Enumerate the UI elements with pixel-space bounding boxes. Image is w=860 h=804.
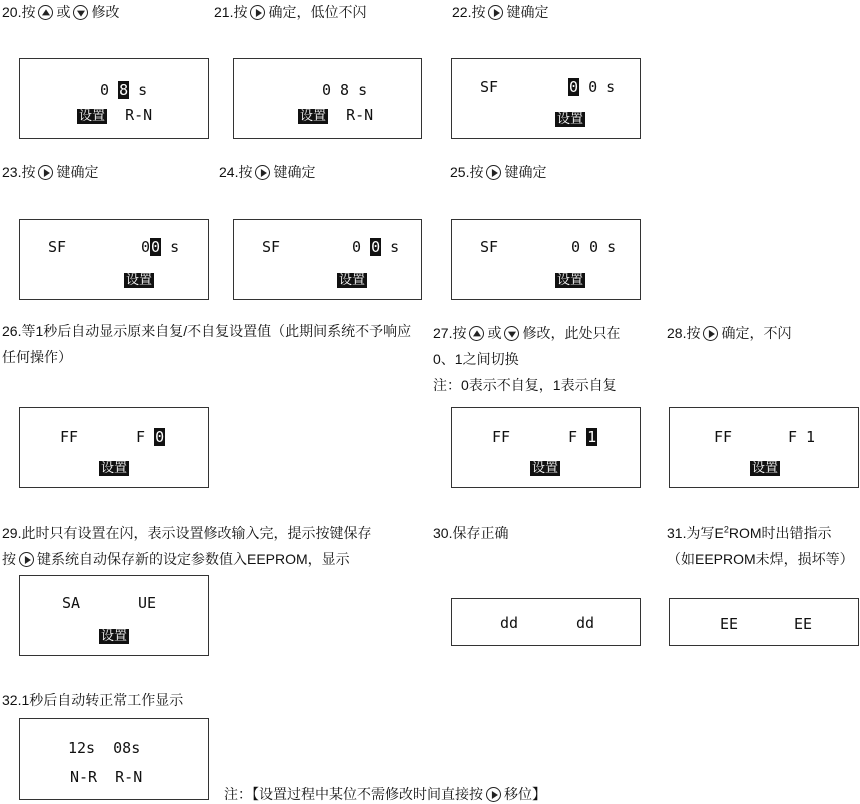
lcd-label: SF — [262, 238, 281, 256]
lcd-line-1 — [136, 428, 165, 446]
lcd-line-2 — [555, 270, 585, 290]
lcd-text: 08s — [113, 739, 141, 757]
step-number: 23. — [2, 164, 22, 180]
down-arrow-key-icon — [504, 326, 519, 341]
lcd-display-29 — [19, 575, 209, 656]
step-32-caption — [2, 690, 183, 710]
lcd-text: EE — [794, 615, 813, 633]
step-text: 保存正确 — [452, 525, 509, 541]
lcd-text: EE — [720, 615, 739, 633]
lcd-line-2 — [298, 106, 373, 126]
lcd-display-32 — [19, 718, 209, 800]
right-arrow-key-icon — [38, 165, 53, 180]
step-number: 21. — [214, 4, 234, 20]
lcd-digit: 0 — [352, 238, 362, 256]
lcd-display-31 — [669, 598, 859, 646]
step-28-caption — [667, 320, 791, 346]
lcd-text: F — [568, 428, 578, 446]
lcd-line-1 — [100, 81, 147, 99]
lcd-unit: s — [138, 81, 148, 99]
lcd-display-30 — [451, 598, 641, 646]
step-text: 此时只有设置在闪，表示设置修改输入完，提示按键保存 — [21, 525, 372, 541]
up-arrow-key-icon — [38, 5, 53, 20]
step-text: ROM时出错指示 — [728, 525, 832, 541]
step-text: 按 — [686, 325, 701, 341]
step-text: 键系统自动保存新的设定参数值入EEPROM，显示 — [37, 551, 350, 567]
step-text: 按 — [471, 4, 486, 20]
step-number: 25. — [450, 164, 470, 180]
step-27-line-1 — [433, 320, 620, 346]
right-arrow-key-icon — [19, 552, 34, 567]
step-text: 等1秒后自动显示原来自复/不自复设置值（此期间系统不予响应任何操作） — [2, 323, 412, 365]
step-26-caption — [2, 318, 420, 370]
step-31-line-2: （如EEPROM未焊，损坏等） — [667, 551, 854, 567]
lcd-line-2 — [124, 270, 154, 290]
lcd-digits: 0 8 — [322, 81, 350, 99]
lcd-line-1 — [571, 238, 616, 256]
down-arrow-key-icon — [73, 5, 88, 20]
settings-tag: 设置 — [101, 629, 128, 644]
step-21-caption — [214, 2, 366, 22]
step-22-caption — [452, 2, 548, 22]
lcd-label: FF — [60, 428, 79, 446]
lcd-unit: s — [607, 238, 617, 256]
settings-tag: 设置 — [79, 109, 106, 124]
right-arrow-key-icon — [486, 165, 501, 180]
settings-tag: 设置 — [557, 273, 584, 288]
step-23-caption — [2, 162, 98, 182]
step-text: 按 — [21, 4, 36, 20]
right-arrow-key-icon — [488, 5, 503, 20]
lcd-text: dd — [576, 614, 595, 632]
step-number: 28. — [667, 325, 687, 341]
step-25-caption — [450, 162, 546, 182]
step-text: 按 — [469, 164, 484, 180]
lcd-unit: s — [358, 81, 368, 99]
settings-tag: 设置 — [101, 461, 128, 476]
settings-tag: 设置 — [126, 273, 153, 288]
step-text: 为写E — [686, 525, 724, 541]
lcd-digit: 0 — [100, 81, 110, 99]
lcd-line-2 — [99, 626, 129, 646]
right-arrow-key-icon — [703, 326, 718, 341]
lcd-display-21 — [233, 58, 422, 139]
lcd-display-26 — [19, 407, 209, 488]
lcd-label: SA — [62, 594, 81, 612]
lcd-text: F — [136, 428, 146, 446]
step-29-line-1 — [2, 520, 371, 546]
lcd-display-25 — [451, 219, 641, 300]
lcd-text: N-R — [70, 768, 98, 786]
lcd-display-24 — [233, 219, 422, 300]
lcd-digit-flashing: 0 — [569, 78, 579, 96]
step-30-caption — [433, 523, 508, 543]
footer-text: 注：【设置过程中某位不需修改时间直接按 — [224, 786, 483, 802]
step-text: 按 — [233, 4, 248, 20]
footer-note — [224, 784, 546, 804]
lcd-display-23 — [19, 219, 209, 300]
settings-tag: 设置 — [752, 461, 779, 476]
lcd-line-1 — [322, 81, 367, 99]
step-31-line-1 — [667, 520, 854, 546]
step-text: 或 — [56, 4, 71, 20]
step-text: 键确定 — [506, 4, 549, 20]
lcd-unit: s — [170, 238, 180, 256]
lcd-line-2 — [750, 458, 780, 478]
step-number: 31. — [667, 525, 687, 541]
lcd-display-27 — [451, 407, 641, 488]
lcd-line-2 — [77, 106, 152, 126]
step-number: 32. — [2, 692, 22, 708]
settings-tag: 设置 — [339, 273, 366, 288]
lcd-line-1 — [352, 238, 399, 256]
lcd-label: FF — [492, 428, 511, 446]
lcd-label: SF — [480, 78, 499, 96]
step-text: 修改 — [91, 4, 120, 20]
lcd-line-2 — [70, 768, 142, 786]
lcd-line-2 — [337, 270, 367, 290]
lcd-line-1 — [568, 78, 615, 96]
step-text: 键确定 — [56, 164, 99, 180]
lcd-text: UE — [138, 594, 157, 612]
lcd-digit: 0 — [141, 238, 151, 256]
lcd-digit-flashing: 8 — [119, 81, 129, 99]
right-arrow-key-icon — [486, 787, 501, 802]
lcd-digits: 0 0 — [571, 238, 599, 256]
lcd-text: R-N — [125, 106, 153, 124]
step-text: 或 — [487, 325, 502, 341]
step-27-line-2: 0、1之间切换 — [433, 351, 519, 367]
lcd-digit-flashing: 0 — [155, 428, 165, 446]
step-27-caption — [433, 320, 620, 398]
step-number: 29. — [2, 525, 22, 541]
step-text: 确定，不闪 — [721, 325, 792, 341]
step-31-caption — [667, 520, 854, 572]
lcd-display-20 — [19, 58, 209, 139]
step-text: 按 — [238, 164, 253, 180]
step-number: 26. — [2, 323, 22, 339]
step-text: 按 — [21, 164, 36, 180]
lcd-display-22 — [451, 58, 641, 139]
lcd-line-1 — [568, 428, 597, 446]
step-29-line-2 — [2, 546, 371, 572]
step-text: 按 — [452, 325, 467, 341]
step-text: 按 — [2, 551, 16, 567]
lcd-line-1 — [141, 238, 179, 256]
lcd-label: SF — [480, 238, 499, 256]
lcd-text: R-N — [115, 768, 143, 786]
step-number: 30. — [433, 525, 453, 541]
step-text: 确定，低位不闪 — [268, 4, 367, 20]
lcd-label: FF — [714, 428, 733, 446]
lcd-line-2 — [99, 458, 129, 478]
step-number: 24. — [219, 164, 239, 180]
lcd-line-2 — [555, 109, 585, 129]
step-29-caption — [2, 520, 371, 572]
step-number: 20. — [2, 4, 22, 20]
lcd-line-1 — [68, 739, 140, 757]
step-number: 27. — [433, 325, 453, 341]
lcd-unit: s — [606, 78, 616, 96]
step-text: 1秒后自动转正常工作显示 — [21, 692, 184, 708]
up-arrow-key-icon — [469, 326, 484, 341]
step-20-caption — [2, 2, 119, 22]
settings-tag: 设置 — [532, 461, 559, 476]
lcd-label: SF — [48, 238, 67, 256]
lcd-digit-flashing: 0 — [371, 238, 381, 256]
lcd-text: R-N — [346, 106, 374, 124]
lcd-unit: s — [390, 238, 400, 256]
settings-tag: 设置 — [557, 112, 584, 127]
step-24-caption — [219, 162, 315, 182]
right-arrow-key-icon — [250, 5, 265, 20]
step-27-note: 注：0表示不自复，1表示自复 — [433, 377, 617, 393]
step-number: 22. — [452, 4, 472, 20]
step-text: 键确定 — [273, 164, 316, 180]
lcd-digit-flashing: 1 — [587, 428, 597, 446]
lcd-line-1: F 1 — [788, 428, 816, 446]
right-arrow-key-icon — [255, 165, 270, 180]
step-text: 修改，此处只在 — [522, 325, 621, 341]
lcd-text: dd — [500, 614, 519, 632]
settings-tag: 设置 — [300, 109, 327, 124]
footer-text: 移位】 — [504, 786, 546, 802]
lcd-display-28 — [669, 407, 859, 488]
superscript: 2 — [723, 524, 729, 535]
lcd-digit: 0 — [588, 78, 598, 96]
lcd-text: 12s — [68, 739, 96, 757]
lcd-line-2 — [530, 458, 560, 478]
step-text: 键确定 — [504, 164, 547, 180]
lcd-digit-flashing: 0 — [151, 238, 161, 256]
